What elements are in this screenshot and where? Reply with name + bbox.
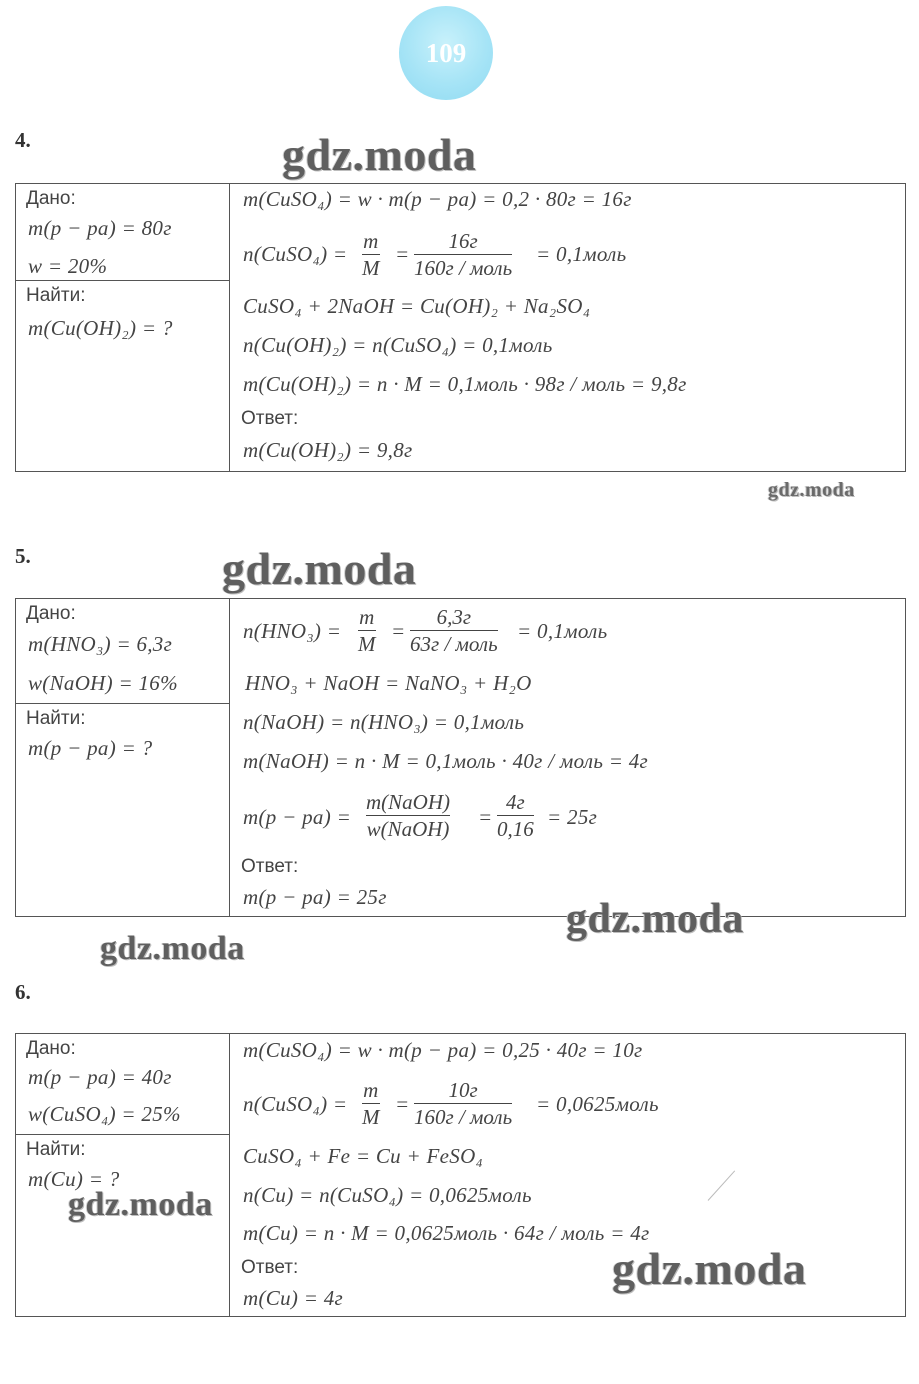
- given-item: m(p − pa) = 40г: [28, 1065, 172, 1089]
- solution-line: =: [478, 805, 493, 829]
- reaction-equation: CuSO₄ + Fe = Cu + FeSO₄: [243, 1144, 484, 1168]
- solution-line: = 0,1моль: [536, 242, 627, 266]
- find-label: Найти:: [26, 1139, 86, 1160]
- watermark: gdz.moda: [768, 479, 855, 501]
- given-item: m(p − pa) = 80г: [28, 216, 172, 240]
- watermark: gdz.moda: [100, 930, 245, 967]
- solution-line: n(NaOH) = n(HNO₃) = 0,1моль: [243, 710, 525, 734]
- given-item: w(CuSO₄) = 25%: [28, 1102, 181, 1126]
- given-item: m(HNO₃) = 6,3г: [28, 632, 173, 656]
- watermark: gdz.moda: [566, 896, 744, 942]
- find-label: Найти:: [26, 708, 86, 729]
- fraction: m M: [362, 229, 380, 280]
- reaction-equation: HNO₃ + NaOH = NaNO₃ + H₂O: [245, 671, 532, 695]
- task-5-number: 5.: [15, 544, 31, 568]
- watermark: gdz.moda: [222, 543, 417, 594]
- given-label: Дано:: [26, 603, 76, 624]
- solution-line: m(CuSO₄) = w · m(p − pa) = 0,25 · 40г = 10г: [243, 1038, 643, 1062]
- fraction: 6,3г 63г / моль: [410, 605, 498, 656]
- solution-line: n(CuSO₄) =: [243, 1092, 348, 1116]
- find-item: m(Cu) = ?: [28, 1167, 120, 1191]
- task-4-number: 4.: [15, 128, 31, 152]
- solution-line: =: [395, 242, 410, 266]
- solution-line: n(Cu(OH)₂) = n(CuSO₄) = 0,1моль: [243, 333, 553, 357]
- watermark: gdz.moda: [612, 1243, 807, 1294]
- page-number: 109: [425, 37, 467, 68]
- solution-line: n(Cu) = n(CuSO₄) = 0,0625моль: [243, 1183, 532, 1207]
- fraction: m M: [362, 1078, 380, 1129]
- answer-label: Ответ:: [241, 408, 299, 429]
- fraction: 16г 160г / моль: [414, 229, 513, 280]
- solution-line: m(Cu(OH)₂) = n · M = 0,1моль · 98г / моль = 9,8г: [243, 372, 687, 396]
- answer-value: m(Cu(OH)₂) = 9,8г: [243, 438, 413, 462]
- watermark: gdz.moda: [282, 129, 477, 180]
- given-label: Дано:: [26, 188, 76, 209]
- solution-line: = 25г: [547, 805, 598, 829]
- answer-value: m(Cu) = 4г: [243, 1286, 344, 1310]
- solution-line: n(HNO₃) =: [243, 619, 342, 643]
- fraction: 10г 160г / моль: [414, 1078, 513, 1129]
- answer-label: Ответ:: [241, 856, 299, 877]
- fraction: 4г 0,16: [497, 790, 534, 841]
- solution-line: n(CuSO₄) =: [243, 242, 348, 266]
- page-number-badge: [399, 6, 493, 100]
- task-6-number: 6.: [15, 980, 31, 1004]
- solution-line: m(NaOH) = n · M = 0,1моль · 40г / моль = 4г: [243, 749, 649, 773]
- given-item: w = 20%: [28, 254, 108, 278]
- watermark: gdz.moda: [68, 1186, 213, 1223]
- solution-line: = 0,0625моль: [536, 1092, 659, 1116]
- solution-line: = 0,1моль: [517, 619, 608, 643]
- fraction: m M: [358, 605, 376, 656]
- find-item: m(p − pa) = ?: [28, 736, 153, 760]
- solution-line: m(p − pa) =: [243, 805, 352, 829]
- find-item: m(Cu(OH)₂) = ?: [28, 316, 173, 340]
- answer-value: m(p − pa) = 25г: [243, 885, 387, 909]
- answer-label: Ответ:: [241, 1257, 299, 1278]
- solution-line: m(Cu) = n · M = 0,0625моль · 64г / моль = 4г: [243, 1221, 650, 1245]
- solution-line: m(CuSO₄) = w · m(p − pa) = 0,2 · 80г = 16г: [243, 187, 632, 211]
- solution-line: =: [391, 619, 406, 643]
- solution-line: =: [395, 1092, 410, 1116]
- reaction-equation: CuSO₄ + 2NaOH = Cu(OH)₂ + Na₂SO₄: [243, 294, 591, 318]
- find-label: Найти:: [26, 285, 86, 306]
- fraction: m(NaOH) w(NaOH): [366, 790, 450, 841]
- given-item: w(NaOH) = 16%: [28, 671, 178, 695]
- given-label: Дано:: [26, 1038, 76, 1059]
